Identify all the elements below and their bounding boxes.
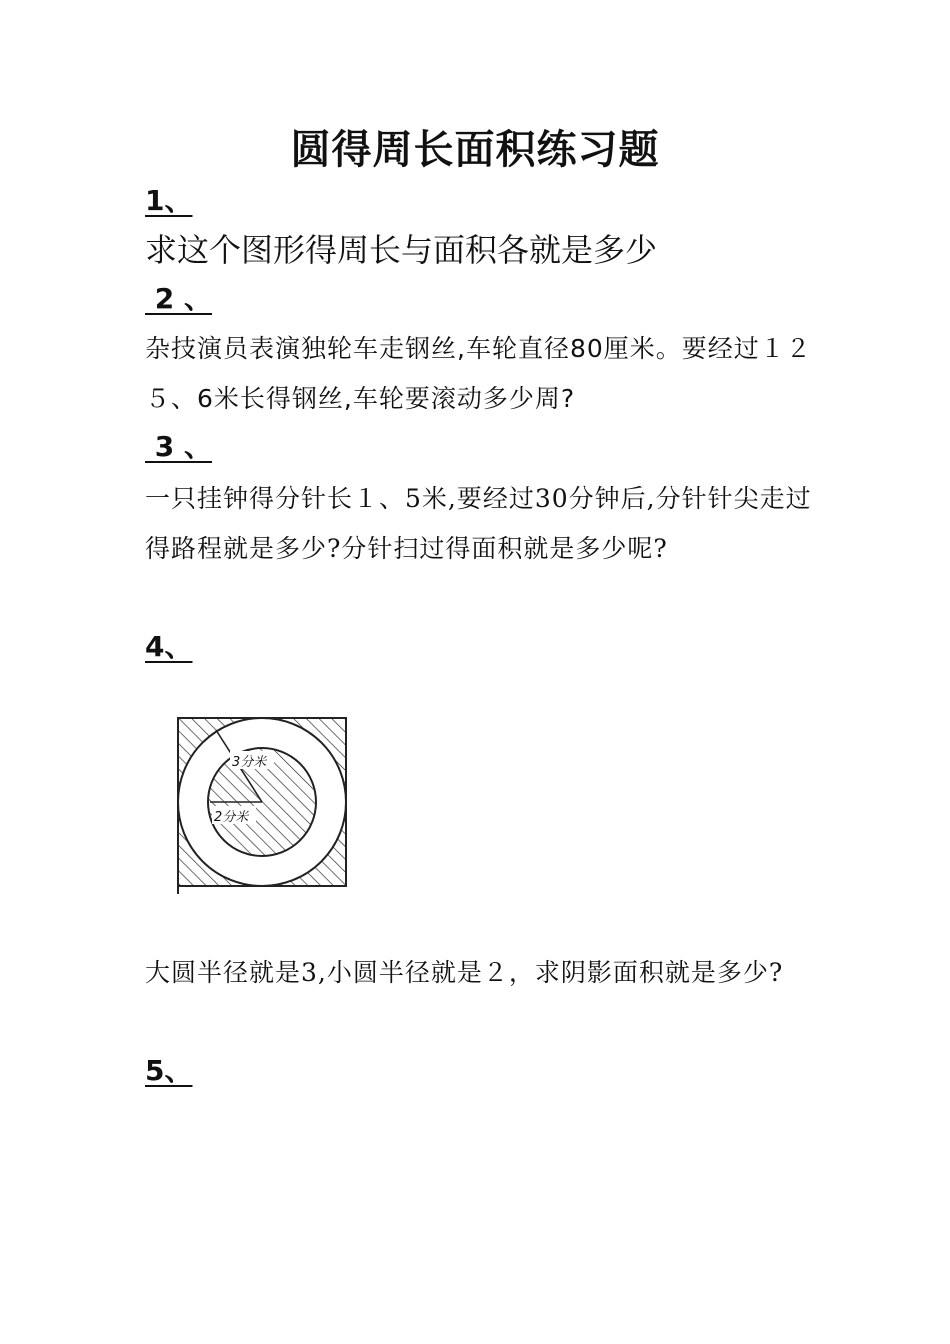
page-title: 圆得周长面积练习题 [290,127,660,173]
question-4-number: 4、 [145,630,193,663]
large-radius-label: 3分米 [232,755,267,770]
question-2-number: 2 、 [145,282,212,315]
question-4-text: 大圆半径就是3,小圆半径就是２，求阴影面积就是多少? [145,958,784,987]
question-1-number: 1、 [145,184,193,217]
question-3-number: 3 、 [145,430,212,463]
question-3-text: 一只挂钟得分针长１、5米,要经过30分钟后,分针针尖走过得路程就是多少?分针扫过得面积就是多少呢? [145,484,812,563]
question-2-text: 杂技演员表演独轮车走钢丝,车轮直径80厘米。要经过１２５、6米长得钢丝,车轮要滚动多少周? [145,334,812,413]
question-5-number: 5、 [145,1054,193,1087]
small-radius-label: 2分米 [214,810,249,825]
shaded-ring-figure [168,708,358,898]
question-1-text: 求这个图形得周长与面积各就是多少 [145,231,658,269]
